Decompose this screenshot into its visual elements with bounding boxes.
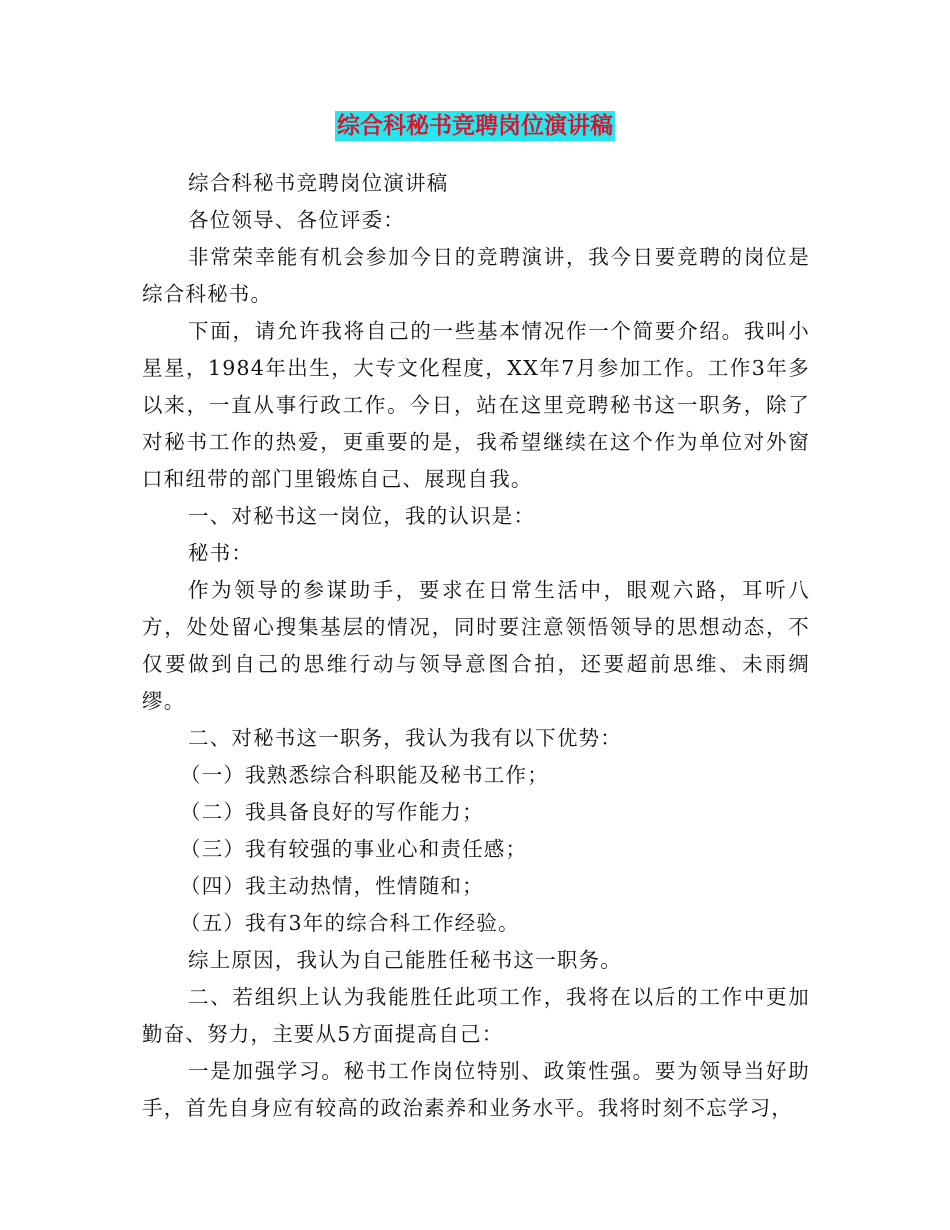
list-item-advantage-3: （三）我有较强的事业心和责任感；	[180, 837, 528, 861]
title-wrap	[0, 111, 950, 141]
paragraph-section-two-heading: 二、对秘书这一职务，我认为我有以下优势：	[188, 726, 622, 750]
list-item-advantage-4: （四）我主动热情，性情随和；	[180, 874, 484, 898]
document-title: 综合科秘书竞聘岗位演讲稿	[337, 113, 613, 139]
paragraph-point-one: 一是加强学习。秘书工作岗位特别、政策性强。要为领导当好助手，首先自身应有较高的政治素养和业务水平。我将时刻不忘学习，	[142, 1059, 810, 1120]
paragraph-opening: 非常荣幸能有机会参加今日的竞聘演讲，我今日要竞聘的岗位是综合科秘书。	[142, 245, 810, 306]
list-item-advantage-1: （一）我熟悉综合科职能及秘书工作；	[180, 763, 549, 787]
paragraph-section-three-heading: 二、若组织上认为我能胜任此项工作，我将在以后的工作中更加勤奋、努力，主要从5方面提高自己：	[142, 985, 810, 1046]
paragraph-introduction: 下面，请允许我将自己的一些基本情况作一个简要介绍。我叫小星星，1984年出生，大专文化程度，XX年7月参加工作。工作3年多以来，一直从事行政工作。今日，站在这里竞聘秘书这一职务，除了对秘书工作的热爱，更重要的是，我希望继续在这个作为单位对外窗口和纽带的部门里锻炼自己、展现自我。	[142, 319, 810, 491]
list-item-advantage-5: （五）我有3年的综合科工作经验。	[180, 911, 520, 935]
paragraph-section-one-heading: 一、对秘书这一岗位，我的认识是：	[188, 504, 536, 528]
paragraph-secretary-role: 作为领导的参谋助手，要求在日常生活中，眼观六路，耳听八方，处处留心搜集基层的情况，同时要注意领悟领导的思想动态，不仅要做到自己的思维行动与领导意图合拍，还要超前思维、未雨绸缪。	[142, 578, 810, 713]
document-body	[142, 165, 810, 1127]
paragraph-subtitle: 综合科秘书竞聘岗位演讲稿	[188, 171, 449, 195]
paragraph-conclusion: 综上原因，我认为自己能胜任秘书这一职务。	[188, 948, 622, 972]
paragraph-salutation: 各位领导、各位评委：	[188, 208, 405, 232]
list-item-advantage-2: （二）我具备良好的写作能力；	[180, 800, 484, 824]
paragraph-secretary-label: 秘书：	[188, 541, 254, 565]
